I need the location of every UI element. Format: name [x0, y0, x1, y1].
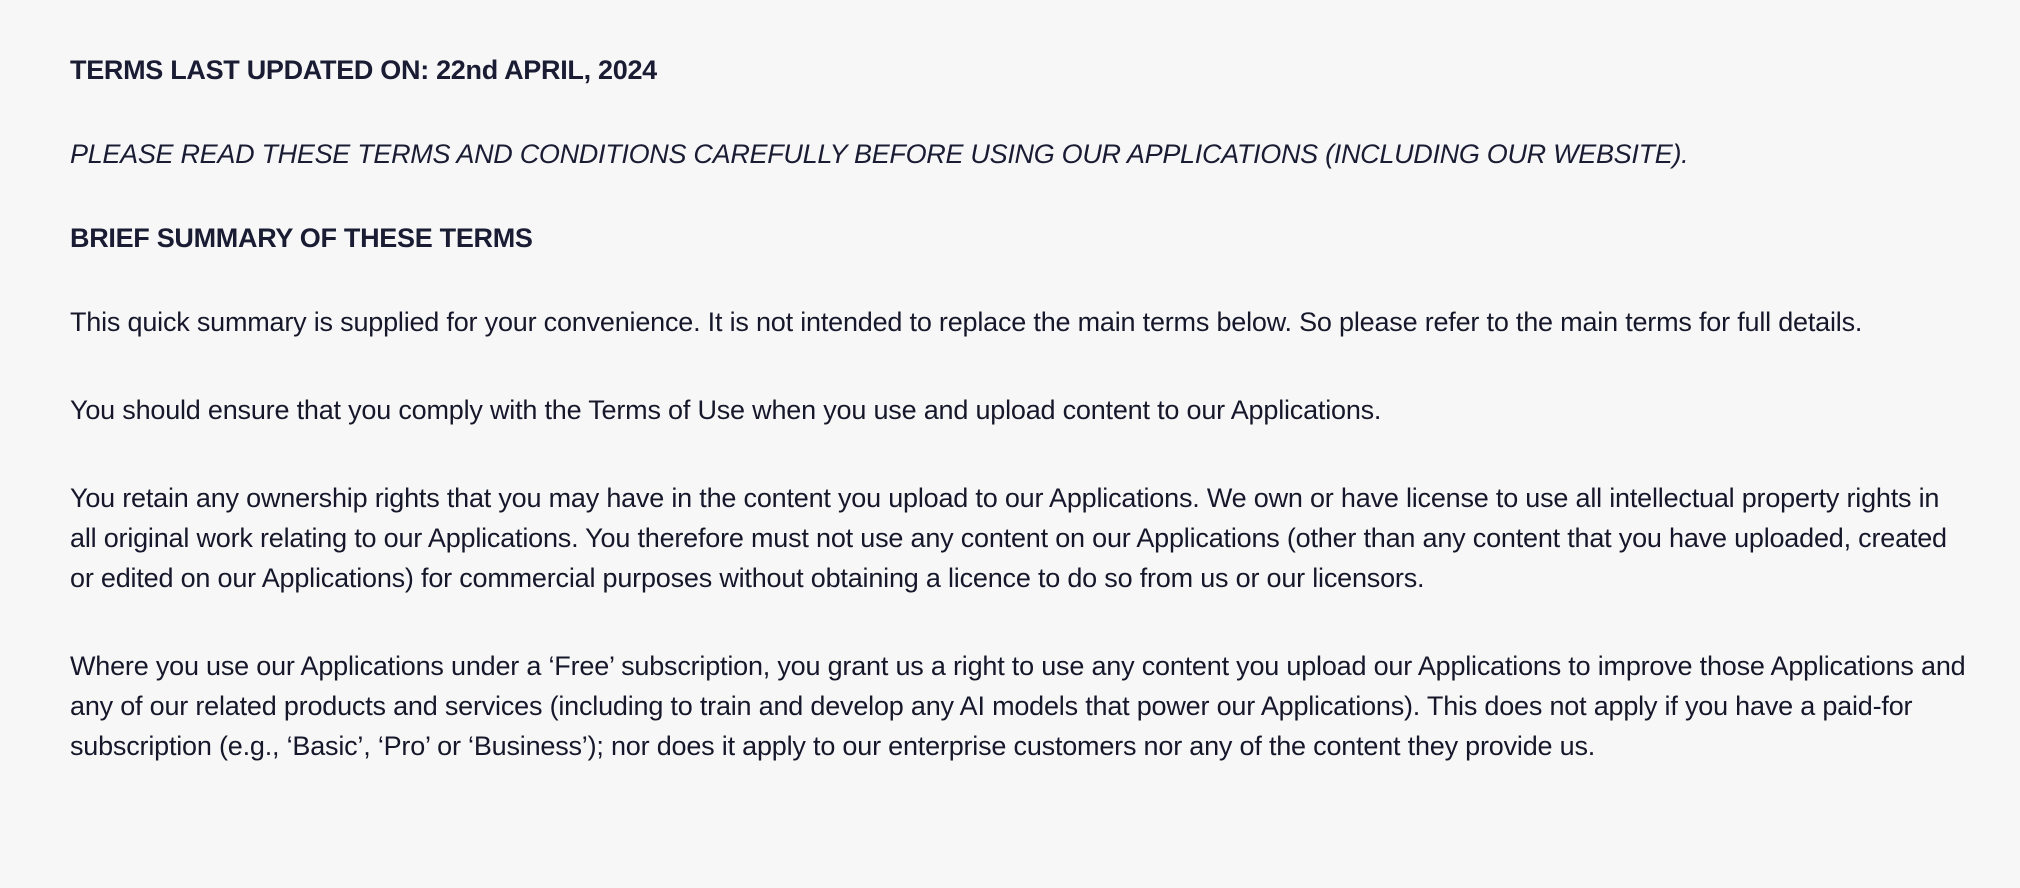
ownership-paragraph: You retain any ownership rights that you may have in the content you upload to our Applications. We own or have license to use all intellectual property rights in all original work relating to our Applications. You therefore must not use any content on our Applications (other than any content that you have uploaded, created or edited on our Applications) for commercial purposes without obtaining a licence to do so from us or our licensors.	[70, 483, 1947, 593]
summary-paragraph: This quick summary is supplied for your convenience. It is not intended to replace the main terms below. So please refer to the main terms for full details.	[70, 307, 1863, 337]
free-subscription-paragraph: Where you use our Applications under a ‘Free’ subscription, you grant us a right to use any content you upload our Applications to improve those Applications and any of our related products and services (including to train and develop any AI models that power our Applications). This does not apply if you have a paid-for subscription (e.g., ‘Basic’, ‘Pro’ or ‘Business’); nor does it apply to our enterprise customers nor any of the content they provide us.	[70, 651, 1966, 761]
terms-content	[70, 50, 1970, 766]
terms-updated-heading: TERMS LAST UPDATED ON: 22nd APRIL, 2024	[70, 55, 657, 85]
terms-of-use-paragraph: You should ensure that you comply with the Terms of Use when you use and upload content to our Applications.	[70, 395, 1382, 425]
summary-heading: BRIEF SUMMARY OF THESE TERMS	[70, 223, 533, 253]
read-carefully-notice: PLEASE READ THESE TERMS AND CONDITIONS CAREFULLY BEFORE USING OUR APPLICATIONS (INCLUDING OUR WEBSITE).	[70, 139, 1689, 169]
